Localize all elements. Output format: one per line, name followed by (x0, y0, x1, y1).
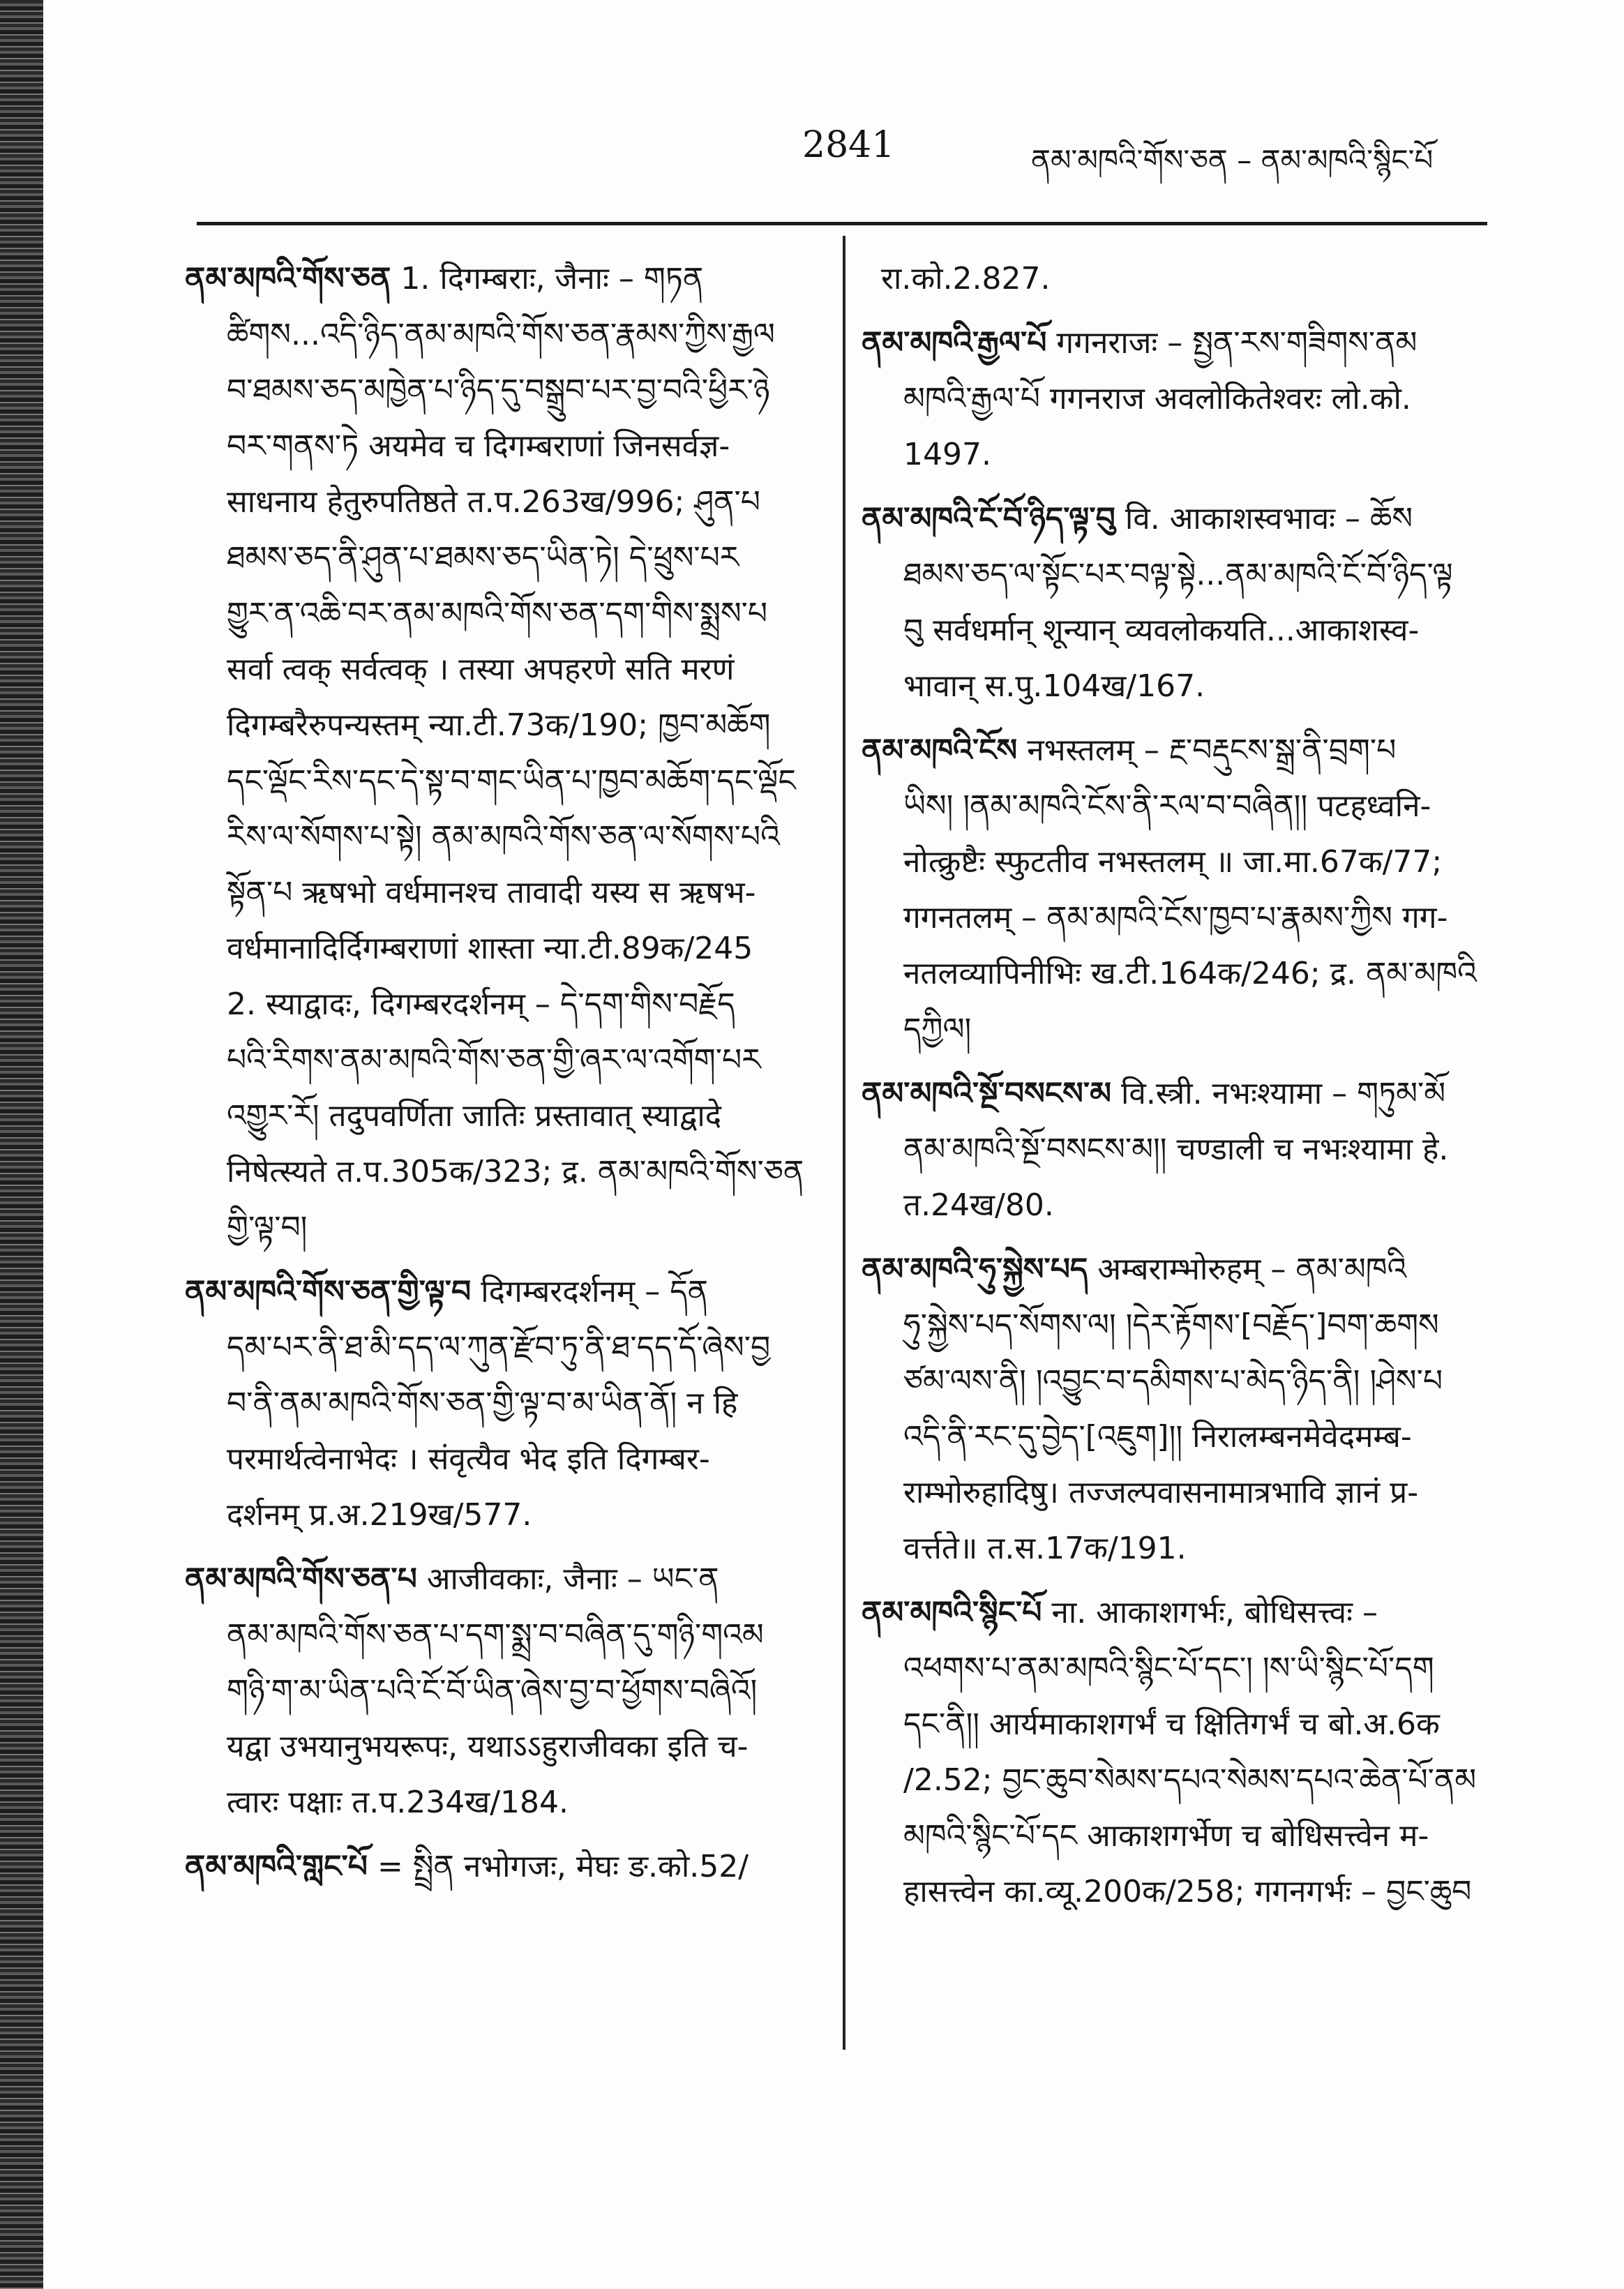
dictionary-entry (862, 1585, 1482, 1920)
entry-line (185, 753, 827, 809)
entry-text: यद्वा उभयानुभयरूपः, यथाऽऽहुराजीवका इति च- (227, 1729, 749, 1764)
entry-line (185, 1552, 827, 1607)
entry-text: སྟོན་པ ऋषभो वर्धमानश्च तावादी यस्य स ऋषभ- (227, 875, 756, 910)
entry-text: ཙམ་ལས་ནི། །འབྱུང་བ་དམིགས་པ་མེད་ཉིད་ནི། །ཤེས་པ (903, 1363, 1443, 1399)
dictionary-entry (862, 1242, 1482, 1577)
entry-text: བུ सर्वधर्मान् शून्यान् व्यवलोकयति...आकाशस्व- (903, 613, 1420, 648)
entry-headword: ནམ་མཁའི་གླང་པོ (185, 1849, 368, 1884)
entry-text: 2. स्याद्वादः, दिगम्बरदर्शनम् – དེ་དག་གིས་བརྗོད (227, 986, 735, 1022)
entry-text: भावान् स.पु.104ख/167. (903, 668, 1205, 704)
header-rule (197, 222, 1487, 225)
entry-line (185, 586, 827, 642)
column-divider (843, 236, 845, 2050)
entry-text: हासत्त्वेन का.व्यू.200क/258; गगनगर्भः – བྱང་ཆུབ (903, 1874, 1472, 1909)
entry-text: सर्वा त्वक् सर्वत्वक् । तस्या अपहरणे सति मरणं (227, 652, 735, 687)
dictionary-entry (185, 251, 827, 1256)
entry-text: नोत्क्रुष्टैः स्फुटतीव नभस्तलम् ॥ जा.मा.67क/77; (903, 844, 1443, 880)
entry-text: ཐམས་ཅད་ལ་སྟོང་པར་བལྟ་སྟེ...ནམ་མཁའི་ངོ་བོ་ཉིད་ལྟ (903, 557, 1453, 592)
entry-line (185, 977, 827, 1033)
entry-line (862, 779, 1482, 834)
entry-line (185, 1839, 827, 1895)
entry-line (185, 1033, 827, 1088)
entry-line (185, 363, 827, 419)
entry-text: वर्धमानादिर्दिगम्बराणां शास्ता न्या.टी.89क/245 (227, 931, 753, 966)
entry-text: = སྤྲིན नभोगजः, मेघः ङ.को.52/ (377, 1849, 749, 1884)
entry-line (185, 865, 827, 921)
entry-text: ཡིས། །ནམ་མཁའི་ངོས་ནི་རལ་བ་བཞིན།། पटहध्वनि- (903, 788, 1431, 824)
entry-line (185, 530, 827, 586)
dictionary-entry (185, 1264, 827, 1543)
entry-line (185, 251, 827, 307)
entry-text: བ་ནི་ནམ་མཁའི་གོས་ཅན་གྱི་ལྟ་བ་མ་ཡིན་ནོ། न हि (227, 1386, 738, 1421)
entry-text: དམ་པར་ནི་ཐ་མི་དད་ལ་ཀུན་རྫོབ་ཏུ་ནི་ཐ་དད་དོ་ཞེས་བྱ (227, 1330, 771, 1365)
entry-text: མཁའི་རྒྱལ་པོ गगनराज अवलोकितेश्वरः लो.को. (903, 381, 1411, 416)
entry-text: ཚིགས...འདི་ཉིད་ནམ་མཁའི་གོས་ཅན་རྣམས་ཀྱིས་རྒྱལ (227, 317, 775, 352)
entry-line (185, 1432, 827, 1487)
entry-text: वि. आकाशस्वभावः – ཆོས (1125, 501, 1413, 536)
entry-line (862, 723, 1482, 779)
entry-line (862, 1409, 1482, 1465)
entry-line (862, 1298, 1482, 1353)
entry-line (862, 1353, 1482, 1409)
entry-line (862, 1242, 1482, 1298)
dictionary-entry (862, 723, 1482, 1058)
entry-line (862, 1864, 1482, 1920)
entry-line (185, 1607, 827, 1663)
dictionary-entry (862, 251, 1482, 307)
entry-text: त्वारः पक्षाः त.प.234ख/184. (227, 1785, 569, 1820)
entry-text: राम्भोरुहादिषु। तज्जल्पवासनामात्रभावि ज्ञानं प्र- (903, 1475, 1419, 1510)
entry-headword: ནམ་མཁའི་གོས་ཅན་པ (185, 1561, 417, 1597)
entry-text: नतलव्यापिनीभिः ख.टी.164क/246; द्र. ནམ་མཁའི (903, 956, 1477, 991)
entry-text: 1. दिगम्बराः, जैनाः – གཏན (400, 261, 704, 297)
dictionary-entry (862, 491, 1482, 714)
entry-line (185, 1264, 827, 1320)
entry-headword: ནམ་མཁའི་སྙིང་པོ (862, 1595, 1042, 1630)
entry-line (862, 1066, 1482, 1122)
entry-line (185, 1663, 827, 1719)
entry-text: 1497. (903, 437, 991, 472)
entry-text: गगनराजः – སྤྱན་རས་གཟིགས་ནམ (1056, 325, 1418, 361)
entry-line (185, 1719, 827, 1775)
entry-line (862, 834, 1482, 890)
entry-text: བ་ཐམས་ཅད་མཁྱེན་པ་ཉིད་དུ་བསྒྲུབ་པར་བྱ་བའི་ཕྱིར་ཉེ (227, 373, 770, 408)
entry-line (185, 307, 827, 363)
entry-line (862, 603, 1482, 659)
entry-text: /2.52; བྱང་ཆུབ་སེམས་དཔའ་སེམས་དཔའ་ཆེན་པོ་ནམ (903, 1762, 1477, 1798)
dictionary-entry (862, 1066, 1482, 1233)
entry-line (862, 547, 1482, 603)
entry-text: त.24ख/80. (903, 1187, 1054, 1223)
dictionary-entry (862, 315, 1482, 483)
entry-text: དང་ལྡོང་རིས་དང་དེ་སྟ་བ་གང་ཡིན་པ་ཁྱབ་མཆོག་དང་ལྡོང (227, 763, 796, 799)
entry-text: दिगम्बरदर्शनम् – དོན (481, 1274, 709, 1309)
entry-text: रा.को.2.827. (881, 261, 1051, 297)
entry-line (862, 890, 1482, 946)
entry-text: གཉི་ག་མ་ཡིན་པའི་ངོ་བོ་ཡིན་ཞེས་བྱ་བ་ཕྱོགས་བཞིའོ། (227, 1673, 758, 1709)
entry-line (185, 1320, 827, 1376)
entry-text: གྱི་ལྟ་བ། (227, 1210, 308, 1245)
entry-text: वि.स्त्री. नभःश्यामा – གཏུམ་མོ (1120, 1076, 1446, 1111)
entry-headword: ནམ་མཁའི་ངོ་བོ་ཉིད་ལྟ་བུ (862, 501, 1115, 536)
dictionary-entry (185, 1552, 827, 1831)
dictionary-entry (185, 1839, 827, 1895)
entry-line (862, 251, 1482, 307)
entry-headword: ནམ་མཁའི་ཧུ་སྐྱེས་པད (862, 1252, 1088, 1287)
entry-line (185, 1775, 827, 1831)
entry-line (862, 1697, 1482, 1753)
entry-line (185, 921, 827, 977)
entry-line (862, 1585, 1482, 1641)
entry-line (862, 659, 1482, 714)
entry-line (185, 698, 827, 753)
entry-line (862, 1521, 1482, 1577)
running-head: ནམ་མཁའི་གོས་ཅན – ནམ་མཁའི་སྙིང་པོ (1031, 143, 1434, 177)
entry-text: ནམ་མཁའི་སྔོ་བསངས་མ།། चण्डाली च नभःश्यामा हे. (903, 1132, 1449, 1167)
entry-line (862, 1808, 1482, 1864)
entry-headword: ནམ་མཁའི་རྒྱལ་པོ (862, 325, 1047, 361)
entry-line (185, 1200, 827, 1256)
entry-headword: ནམ་མཁའི་ངོས (862, 733, 1018, 768)
entry-text: ཐམས་ཅད་ནི་ཤུན་པ་ཐམས་ཅད་ཡིན་ཏེ། དེ་ཕྲུས་པར (227, 540, 739, 576)
entry-line (862, 946, 1482, 1002)
entry-text: ནམ་མཁའི་གོས་ཅན་པ་དག་སྨྲ་བ་བཞིན་དུ་གཉི་གའམ (227, 1617, 764, 1653)
entry-headword: ནམ་མཁའི་གོས་ཅན (185, 261, 391, 297)
entry-text: དང་ནི།། आर्यमाकाशगर्भं च क्षितिगर्भं च बो.अ.6क (903, 1706, 1440, 1742)
page-number: 2841 (802, 124, 895, 166)
entry-line (185, 1088, 827, 1144)
entry-text: རིས་ལ་སོགས་པ་སྟེ། ནམ་མཁའི་གོས་ཅན་ལ་སོགས་པའི (227, 819, 780, 855)
scan-binding-edge (0, 0, 43, 2289)
entry-headword: ནམ་མཁའི་སྔོ་བསངས་མ (862, 1076, 1111, 1111)
entry-text: निषेत्स्यते त.प.305क/323; द्र. ནམ་མཁའི་གོས་ཅན (227, 1154, 804, 1189)
entry-text: वर्त्तते॥ त.स.17क/191. (903, 1531, 1187, 1566)
entry-text: དཀྱིལ། (903, 1012, 972, 1047)
entry-line (862, 371, 1482, 427)
entry-text: གྱུར་ན་འཆི་བར་ནམ་མཁའི་གོས་ཅན་དག་གིས་སྨྲས་པ (227, 596, 768, 631)
entry-line (862, 1122, 1482, 1178)
entry-line (185, 809, 827, 865)
entry-line (862, 1753, 1482, 1808)
entry-line (185, 474, 827, 530)
left-column (185, 251, 827, 1903)
right-column (862, 251, 1482, 1928)
entry-text: འདི་ནི་རང་དུ་བྱེད་[འཇུག]།། निरालम्बनमेवेदमम्ब- (903, 1419, 1412, 1455)
entry-text: नभस्तलम् – རྔ་བརྡུངས་སྒྲ་ནི་བྲག་པ (1027, 733, 1397, 768)
entry-text: ཧུ་སྐྱེས་པད་སོགས་ལ། །དེར་རྟོགས་[བརྗོད་]བག་ཆགས (903, 1307, 1439, 1343)
entry-text: པའི་རིགས་ནམ་མཁའི་གོས་ཅན་གྱི་ཞར་ལ་འགོག་པར (227, 1042, 761, 1078)
entry-line (862, 1641, 1482, 1697)
entry-text: ना. आकाशगर्भः, बोधिसत्त्वः – (1051, 1595, 1378, 1630)
entry-text: परमार्थत्वेनाभेदः । संवृत्यैव भेद इति दिगम्बर- (227, 1441, 710, 1477)
entry-line (862, 427, 1482, 483)
entry-text: अम्बराम्भोरुहम् – ནམ་མཁའི (1097, 1252, 1407, 1287)
entry-text: दिगम्बरैरुपन्यस्तम् न्या.टी.73क/190; ཁྱབ་མཆོག (227, 707, 771, 743)
entry-line (862, 315, 1482, 371)
entry-text: འཕགས་པ་ནམ་མཁའི་སྙིང་པོ་དང་། །ས་ཡི་སྙིང་པོ་དག (903, 1651, 1434, 1686)
entry-headword: ནམ་མཁའི་གོས་ཅན་གྱི་ལྟ་བ (185, 1274, 472, 1309)
entry-text: आजीवकाः, जैनाः – ཡང་ན (426, 1561, 719, 1597)
entry-line (862, 1002, 1482, 1058)
entry-line (862, 1465, 1482, 1521)
entry-line (185, 1487, 827, 1543)
entry-line (185, 419, 827, 474)
entry-line (862, 1178, 1482, 1233)
entry-text: दर्शनम् प्र.अ.219ख/577. (227, 1497, 532, 1533)
entry-text: བར་གནས་ཏེ अयमेव च दिगम्बराणां जिनसर्वज्ञ- (227, 428, 730, 464)
entry-line (862, 491, 1482, 547)
entry-text: साधनाय हेतुरुपतिष्ठते त.प.263ख/996; ཤུན་པ (227, 484, 760, 520)
entry-text: गगनतलम् – ནམ་མཁའི་ངོས་ཁྱབ་པ་རྣམས་ཀྱིས गग- (903, 900, 1448, 936)
entry-line (185, 1144, 827, 1200)
entry-text: མཁའི་སྙིང་པོ་དང आकाशगर्भेण च बोधिसत्त्वेन म- (903, 1818, 1429, 1854)
entry-line (185, 1376, 827, 1432)
entry-text: འགྱུར་རོ། तदुपवर्णिता जातिः प्रस्तावात् स्याद्वादे (227, 1098, 722, 1134)
entry-line (185, 642, 827, 698)
